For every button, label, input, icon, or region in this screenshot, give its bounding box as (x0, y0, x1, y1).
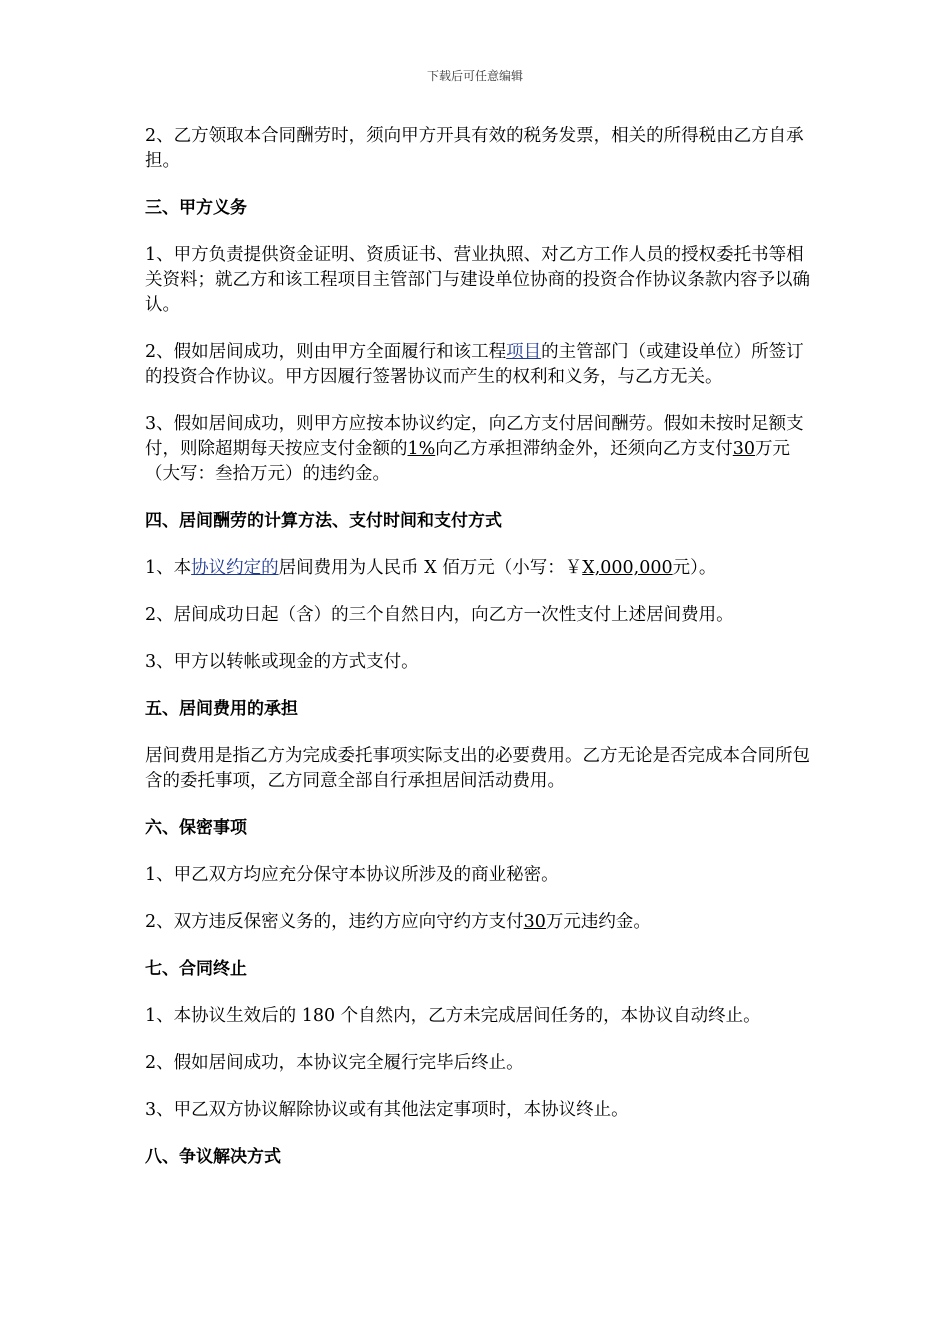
paragraph-fee-timing: 2、居间成功日起（含）的三个自然日内，向乙方一次性支付上述居间费用。 (145, 605, 734, 625)
text-span: 居间费用为人民币 X 佰万元（小写：￥ (278, 558, 583, 578)
section-title-confidentiality: 六、保密事项 (145, 818, 247, 838)
section-title-fee-bearing: 五、居间费用的承担 (145, 699, 298, 719)
text-span: 3、假如居间成功，则甲方应按本协议约定，向乙方支付居间酬劳。假如未按时足额支付，则除超期每天按应支付金额的 (145, 414, 804, 459)
paragraph-fee-amount (145, 556, 810, 581)
late-fee-rate: 1% (407, 439, 436, 459)
paragraph-party-a-payment (145, 412, 810, 487)
paragraph-termination-complete: 2、假如居间成功，本协议完全履行完毕后终止。 (145, 1053, 524, 1073)
section-title-dispute: 八、争议解决方式 (145, 1147, 281, 1167)
paragraph-party-a-documents: 1、甲方负责提供资金证明、资质证书、营业执照、对乙方工作人员的授权委托书等相关资料；就乙方和该工程项目主管部门与建设单位协商的投资合作协议条款内容予以确认。 (145, 245, 810, 315)
paragraph-fee-bearing: 居间费用是指乙方为完成委托事项实际支出的必要费用。乙方无论是否完成本合同所包含的委托事项，乙方同意全部自行承担居间活动费用。 (145, 746, 810, 791)
text-span: 1、本 (145, 558, 192, 578)
text-span: 2、假如居间成功，则由甲方全面履行和该工程 (145, 342, 507, 362)
fee-amount: X,000,000 (582, 558, 673, 578)
paragraph-termination-auto: 1、本协议生效后的 180 个自然内，乙方未完成居间任务的，本协议自动终止。 (145, 1006, 761, 1026)
project-link[interactable]: 项目 (506, 342, 542, 362)
text-span: 2、双方违反保密义务的，违约方应向守约方支付 (145, 912, 524, 932)
section-title-fee-calculation: 四、居间酬劳的计算方法、支付时间和支付方式 (145, 511, 502, 531)
text-span: 万元（大写：叁拾万元）的违约金。 (145, 439, 791, 484)
text-span: 的主管部门（或建设单位）所签订的投资合作协议。甲方因履行签署协议而产生的权利和义务，与乙方无关。 (145, 342, 804, 387)
page-header: 下载后可任意编辑 (426, 69, 523, 83)
paragraph-termination-mutual: 3、甲乙双方协议解除协议或有其他法定事项时，本协议终止。 (145, 1100, 629, 1120)
paragraph-payment-invoice: 2、乙方领取本合同酬劳时，须向甲方开具有效的税务发票，相关的所得税由乙方自承担。 (145, 126, 804, 171)
paragraph-party-a-perform (145, 340, 810, 390)
paragraph-confidentiality-penalty (145, 910, 810, 935)
agreement-link[interactable]: 协议约定的 (191, 558, 279, 578)
paragraph-fee-method: 3、甲方以转帐或现金的方式支付。 (145, 652, 419, 672)
confidentiality-penalty-amount: 30 (523, 912, 546, 932)
text-span: 万元违约金。 (545, 912, 651, 932)
document-body (145, 124, 810, 1170)
section-title-termination: 七、合同终止 (145, 959, 247, 979)
penalty-amount: 30 (732, 439, 756, 459)
text-span: 向乙方承担滞纳金外，还须向乙方支付 (435, 439, 733, 459)
text-span: 元）。 (672, 558, 717, 578)
section-title-party-a-obligations: 三、甲方义务 (145, 198, 247, 218)
paragraph-confidentiality: 1、甲乙双方均应充分保守本协议所涉及的商业秘密。 (145, 865, 559, 885)
